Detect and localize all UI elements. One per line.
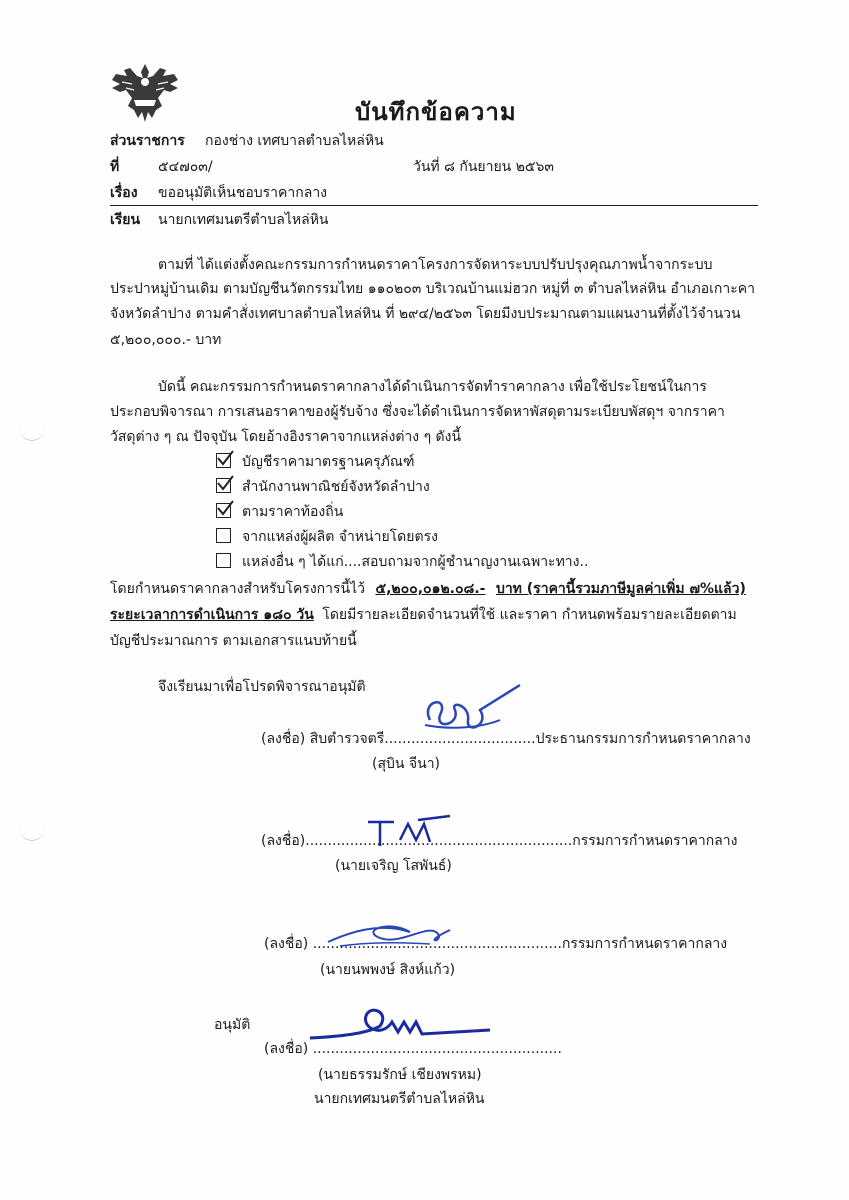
para2-line: บัดนี้ คณะกรรมการกำหนดราคากลางได้ดำเนินการจัดทำราคากลาง เพื่อใช้ประโยชน์ในการ bbox=[158, 379, 707, 395]
approver-name: (นายธรรมรักษ์ เชียงพรหม) bbox=[318, 1067, 482, 1083]
header-rule bbox=[110, 205, 758, 206]
source-label: บัญชีราคามาตรฐานครุภัณฑ์ bbox=[242, 454, 415, 470]
dept-value: กองช่าง เทศบาลตำบลไหล่หิน bbox=[205, 133, 384, 149]
duration-rest: โดยมีรายละเอียดจำนวนที่ใช้ และราคา กำหนดพร้อมรายละเอียดตาม bbox=[322, 607, 737, 623]
source-label: แหล่งอื่น ๆ ได้แก่....สอบถามจากผู้ชำนาญงานเฉพาะทาง.. bbox=[242, 554, 589, 570]
price-value: ๕,๒๐๐,๐๑๒.๐๘.- bbox=[375, 581, 486, 597]
source-checkbox[interactable] bbox=[216, 453, 231, 468]
to-label: เรียน bbox=[110, 212, 141, 228]
para1-line: ประปาหมู่บ้านเดิม ตามบัญชีนวัตกรรมไทย ๑๑๐๒๐๓ บริเวณบ้านแม่ฮวก หมู่ที่ ๓ ตำบลไหล่หิน อำเภอเกาะคา bbox=[110, 281, 755, 297]
attachment-line: บัญชีประมาณการ ตามเอกสารแนบท้ายนี้ bbox=[110, 633, 357, 649]
garuda-emblem-icon bbox=[108, 60, 182, 126]
duration: ระยะเวลาการดำเนินการ ๑๘๐ วัน bbox=[110, 607, 314, 623]
price-prefix: โดยกำหนดราคากลางสำหรับโครงการนี้ไว้ bbox=[110, 581, 366, 597]
para1-line: ตามที่ ได้แต่งตั้งคณะกรรมการกำหนดราคาโครงการจัดหาระบบปรับปรุงคุณภาพน้ำจากระบบ bbox=[158, 257, 713, 273]
subject-value: ขออนุมัติเห็นชอบราคากลาง bbox=[158, 185, 328, 201]
memo-date: วันที่ ๘ กันยายน ๒๕๖๓ bbox=[413, 159, 554, 175]
checkmark-icon bbox=[216, 474, 234, 492]
duration-line bbox=[110, 606, 737, 624]
price-suffix: บาท (ราคานี้รวมภาษีมูลค่าเพิ่ม ๗%แล้ว) bbox=[495, 581, 746, 597]
memo-title: บันทึกข้อความ bbox=[355, 98, 517, 126]
price-line bbox=[110, 580, 746, 598]
source-label: ตามราคาท้องถิ่น bbox=[242, 504, 344, 520]
source-label: สำนักงานพาณิชย์จังหวัดลำปาง bbox=[242, 479, 430, 495]
closing-text: จึงเรียนมาเพื่อโปรดพิจารณาอนุมัติ bbox=[158, 679, 366, 695]
doc-number-value: ๕๔๗๐๓/ bbox=[158, 159, 213, 175]
subject-label: เรื่อง bbox=[110, 185, 138, 201]
para1-line: ๕,๒๐๐,๐๐๐.- บาท bbox=[110, 332, 222, 348]
source-label: จากแหล่งผู้ผลิต จำหน่ายโดยตรง bbox=[242, 529, 438, 545]
signer-name-2: (นายเจริญ โสพันธ์) bbox=[335, 858, 452, 874]
source-checkbox[interactable] bbox=[216, 503, 231, 518]
checkmark-icon bbox=[216, 449, 234, 467]
punch-hole-mark bbox=[20, 828, 44, 841]
approval-label: อนุมัติ bbox=[214, 1017, 251, 1033]
checkmark-icon bbox=[216, 499, 234, 517]
signature-line-2: (ลงชื่อ)............................................................กรรมการกำหนดราคากลาง bbox=[261, 833, 738, 849]
punch-hole-mark bbox=[20, 428, 44, 441]
to-value: นายกเทศมนตรีตำบลไหล่หิน bbox=[158, 212, 329, 228]
source-checkbox[interactable] bbox=[216, 478, 231, 493]
para2-line: ประกอบพิจารณา การเสนอราคาของผู้รับจ้าง ซึ่งจะได้ดำเนินการจัดหาพัสดุตามระเบียบพัสดุฯ จากราคา bbox=[110, 404, 725, 420]
dept-label: ส่วนราชการ bbox=[110, 133, 185, 149]
approver-position: นายกเทศมนตรีตำบลไหล่หิน bbox=[314, 1091, 485, 1107]
para2-line: วัสดุต่าง ๆ ณ ปัจจุบัน โดยอ้างอิงราคาจากแหล่งต่าง ๆ ดังนี้ bbox=[110, 429, 462, 445]
signature-line-3: (ลงชื่อ) ........................................................กรรมการกำหนดราคากลาง bbox=[264, 936, 728, 952]
signer-name-3: (นายนพพงษ์ สิงห์แก้ว) bbox=[320, 962, 456, 978]
doc-number-label: ที่ bbox=[110, 159, 120, 175]
approval-signature-line: (ลงชื่อ) ........................................................ bbox=[264, 1041, 562, 1057]
source-checkbox[interactable] bbox=[216, 528, 231, 543]
signer-name-1: (สุบิน จีนา) bbox=[372, 756, 441, 772]
signature-line-1: (ลงชื่อ) สิบตำรวจตรี..................................ประธานกรรมการกำหนดราคากลาง bbox=[261, 731, 751, 747]
source-checkbox[interactable] bbox=[216, 553, 231, 568]
para1-line: จังหวัดลำปาง ตามคำสั่งเทศบาลตำบลไหล่หิน ที่ ๒๙๔/๒๕๖๓ โดยมีงบประมาณตามแผนงานที่ตั้งไว้จำนวน bbox=[110, 306, 741, 322]
